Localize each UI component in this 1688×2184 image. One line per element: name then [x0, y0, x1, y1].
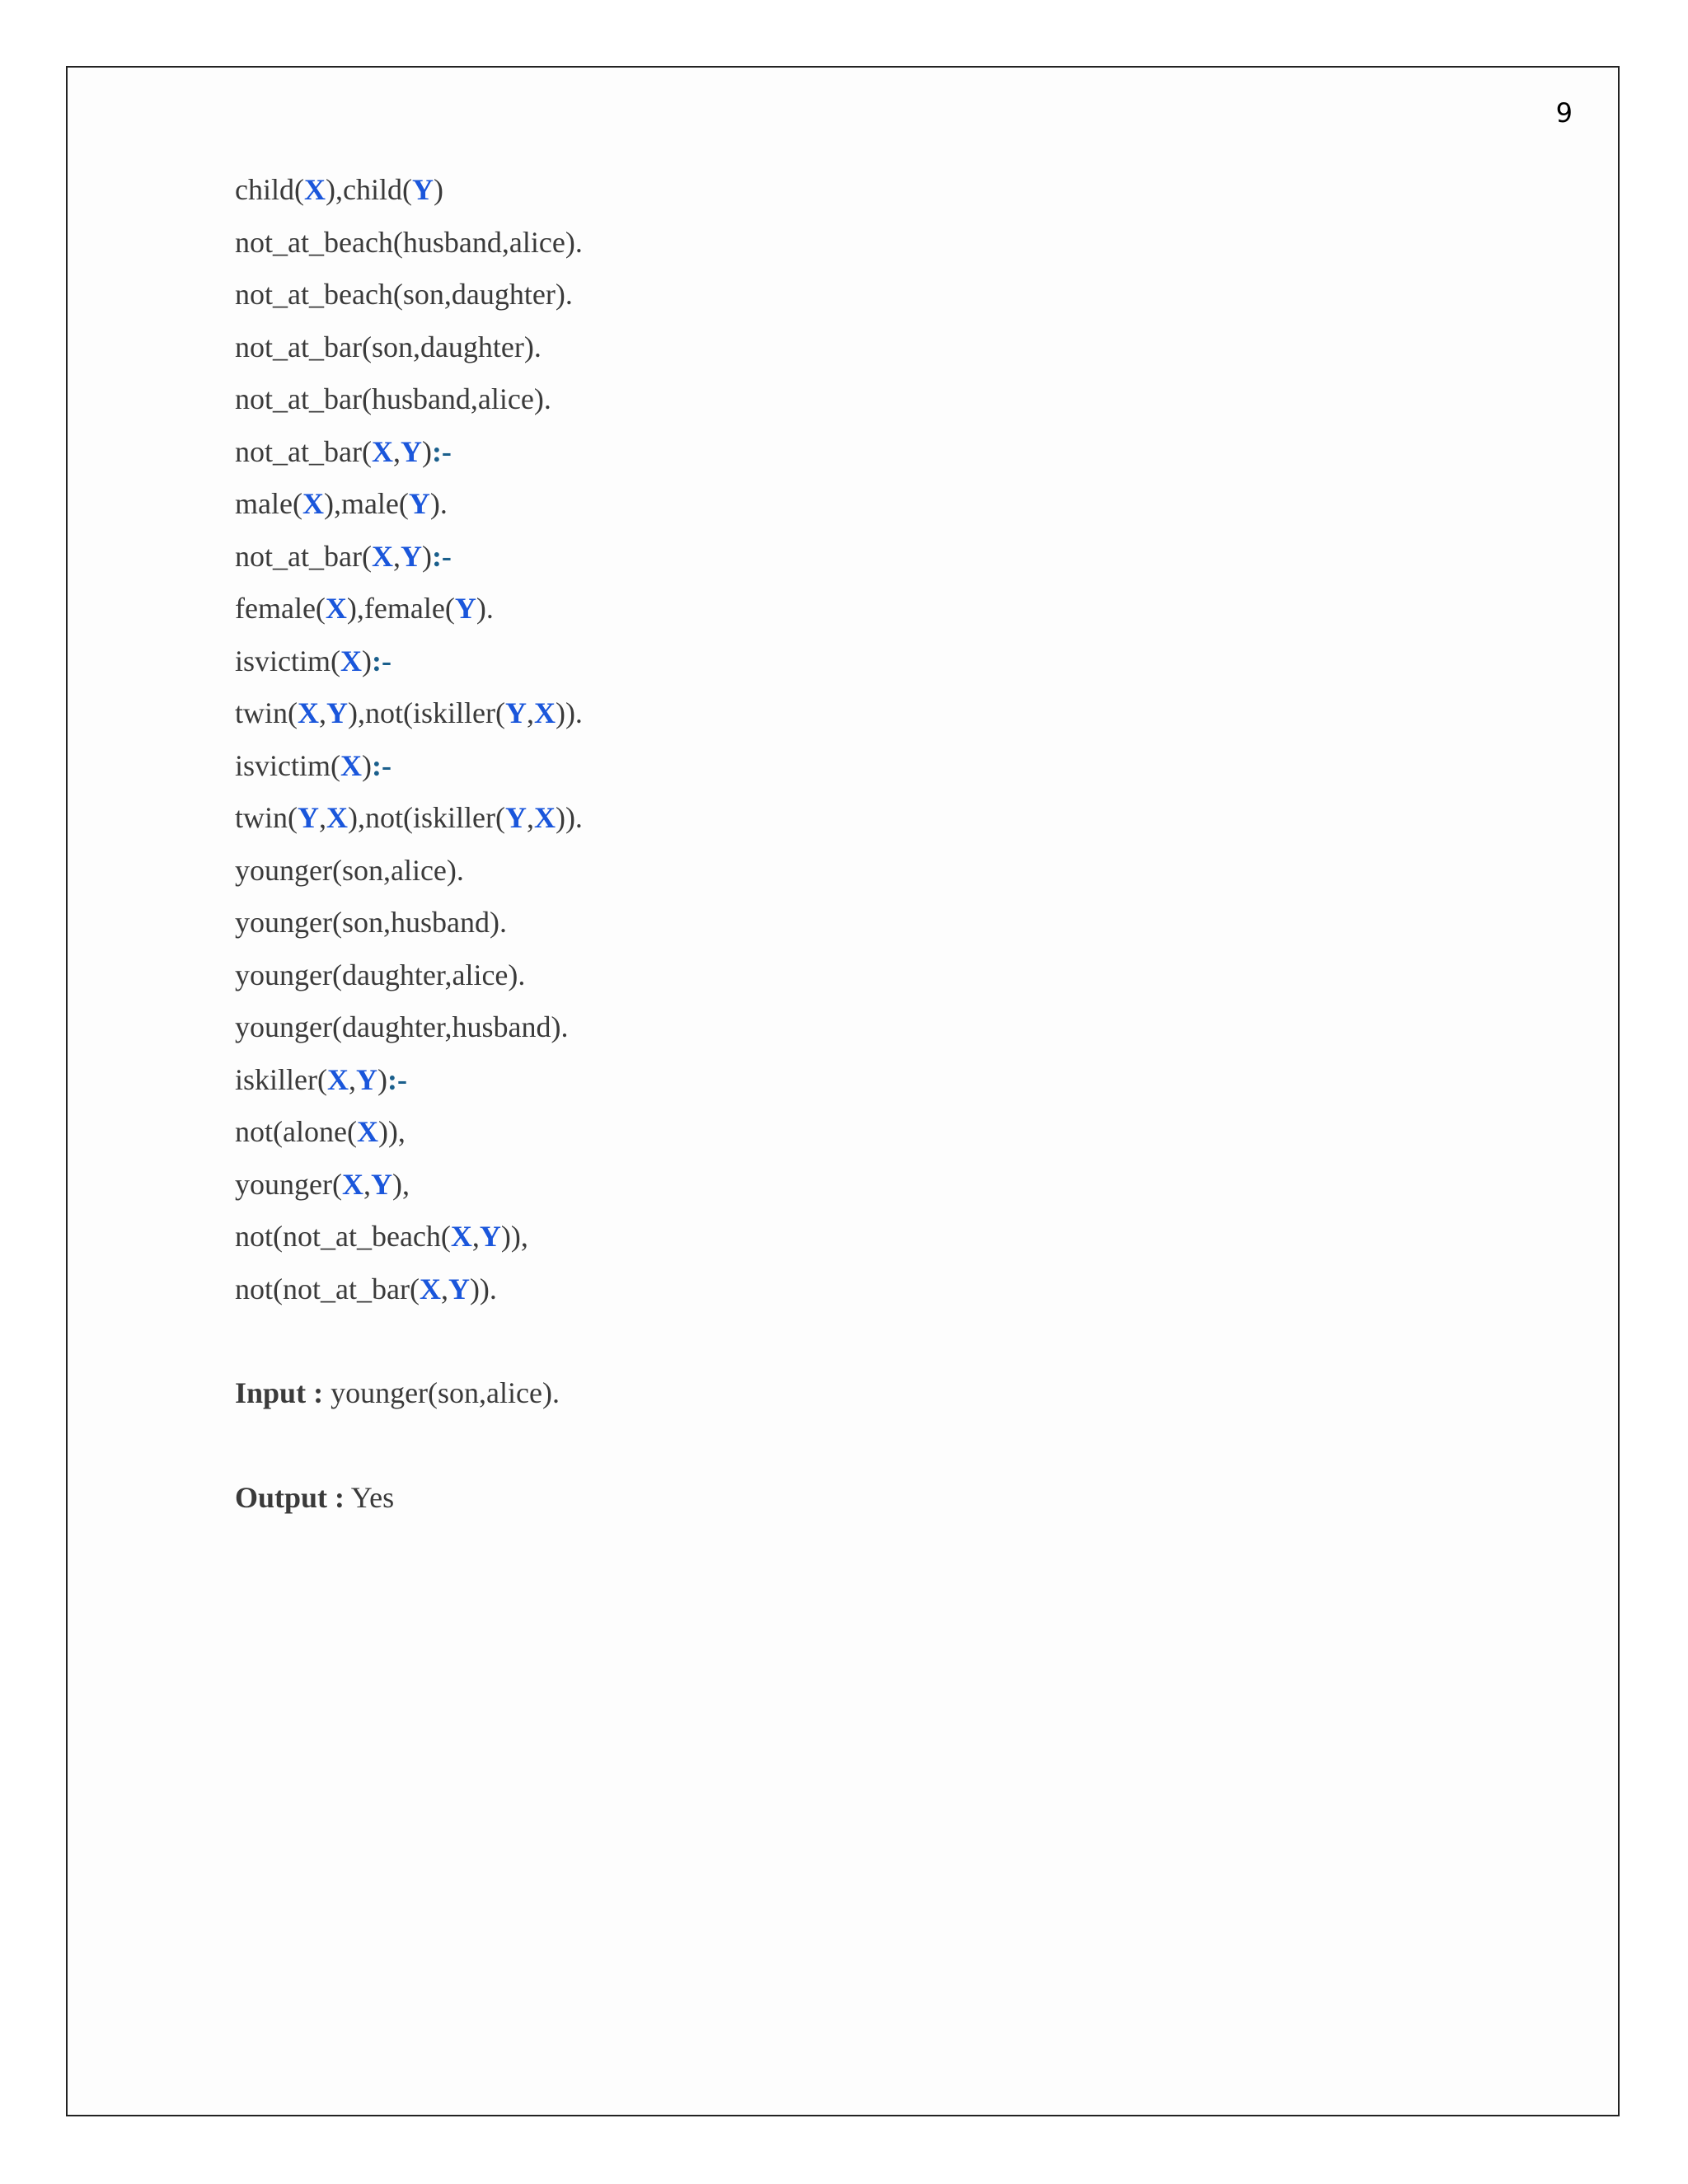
code-variable: X — [326, 801, 348, 834]
code-text: not_at_bar( — [235, 539, 372, 573]
input-line — [235, 1371, 560, 1415]
code-variable: Y — [504, 696, 527, 729]
code-line — [235, 1057, 583, 1110]
code-text: twin( — [235, 801, 298, 834]
code-text: not_at_beach(husband,alice). — [235, 225, 583, 259]
code-line — [235, 377, 583, 429]
code-variable: X — [340, 748, 362, 782]
code-line — [235, 1005, 583, 1057]
code-text: not_at_bar( — [235, 434, 372, 468]
code-line — [235, 1162, 583, 1215]
code-line — [235, 953, 583, 1005]
code-text: ),female( — [346, 592, 455, 625]
prolog-code-block — [235, 167, 583, 1319]
code-operator: :- — [431, 434, 452, 468]
code-variable: Y — [298, 801, 319, 834]
code-line — [235, 220, 583, 273]
code-text: younger( — [235, 1167, 342, 1201]
code-variable: Y — [448, 1272, 470, 1305]
code-text: not_at_beach(son,daughter). — [235, 278, 573, 311]
code-text: ),not(iskiller( — [348, 696, 505, 729]
code-variable: Y — [326, 696, 348, 729]
code-line — [235, 1109, 583, 1162]
code-text: ), — [392, 1167, 410, 1201]
code-operator: :- — [372, 644, 392, 677]
code-variable: X — [533, 801, 556, 834]
code-text: ),child( — [325, 173, 412, 206]
code-text: , — [392, 434, 401, 468]
code-line — [235, 534, 583, 587]
code-variable: X — [302, 487, 324, 520]
code-variable: X — [298, 696, 319, 729]
code-text: , — [471, 1220, 480, 1253]
code-text: younger(son,husband). — [235, 906, 507, 939]
page-number: 9 — [1555, 97, 1573, 129]
code-line — [235, 639, 583, 691]
output-line — [235, 1475, 394, 1520]
code-line — [235, 586, 583, 639]
code-line — [235, 481, 583, 534]
code-variable: X — [326, 1062, 349, 1096]
code-text: isvictim( — [235, 748, 340, 782]
code-text: )), — [377, 1115, 406, 1148]
code-text: ) — [362, 748, 372, 782]
code-text: not(alone( — [235, 1115, 357, 1148]
code-text: ) — [362, 644, 372, 677]
code-text: )). — [469, 1272, 497, 1305]
code-variable: Y — [400, 434, 422, 468]
code-operator: :- — [431, 539, 452, 573]
code-variable: Y — [370, 1167, 392, 1201]
code-text: ) — [421, 434, 432, 468]
code-text: not_at_bar(husband,alice). — [235, 382, 551, 415]
code-text: younger(son,alice). — [235, 853, 464, 887]
code-text: iskiller( — [235, 1062, 327, 1096]
code-line — [235, 900, 583, 953]
code-variable: Y — [504, 801, 527, 834]
code-variable: X — [340, 644, 362, 677]
code-text: ). — [429, 487, 448, 520]
code-text: , — [348, 1062, 356, 1096]
code-text: )). — [555, 696, 583, 729]
code-variable: X — [356, 1115, 378, 1148]
code-text: , — [440, 1272, 448, 1305]
code-text: , — [319, 696, 326, 729]
code-text: twin( — [235, 696, 298, 729]
code-operator: :- — [372, 748, 392, 782]
code-text: male( — [235, 487, 302, 520]
code-text: ). — [476, 592, 494, 625]
code-variable: Y — [411, 173, 434, 206]
code-variable: Y — [400, 539, 422, 573]
code-variable: Y — [454, 592, 476, 625]
code-line — [235, 429, 583, 482]
code-text: ),not(iskiller( — [348, 801, 505, 834]
code-text: not_at_bar(son,daughter). — [235, 330, 542, 363]
code-text: )). — [555, 801, 583, 834]
code-text: , — [319, 801, 326, 834]
code-text: child( — [235, 173, 304, 206]
code-text: isvictim( — [235, 644, 340, 677]
code-variable: X — [371, 539, 393, 573]
code-text: , — [392, 539, 401, 573]
code-line — [235, 743, 583, 796]
code-text: younger(daughter,alice). — [235, 958, 526, 991]
output-label: Output : — [235, 1481, 345, 1514]
code-text: ) — [421, 539, 432, 573]
code-line — [235, 167, 583, 220]
code-text: younger(daughter,husband). — [235, 1010, 569, 1043]
code-variable: X — [533, 696, 556, 729]
output-value: Yes — [345, 1481, 395, 1514]
code-variable: Y — [355, 1062, 377, 1096]
code-text: ) — [433, 173, 443, 206]
code-variable: X — [450, 1220, 472, 1253]
code-variable: X — [325, 592, 347, 625]
input-value: younger(son,alice). — [323, 1376, 560, 1409]
code-line — [235, 1267, 583, 1319]
code-line — [235, 325, 583, 377]
input-label: Input : — [235, 1376, 324, 1409]
code-variable: Y — [408, 487, 430, 520]
code-text: not(not_at_beach( — [235, 1220, 451, 1253]
code-text: )), — [500, 1220, 528, 1253]
code-text: ) — [377, 1062, 387, 1096]
code-text: , — [526, 696, 534, 729]
code-text: female( — [235, 592, 326, 625]
code-variable: X — [371, 434, 393, 468]
code-line — [235, 848, 583, 901]
code-line — [235, 1214, 583, 1267]
code-text: ),male( — [323, 487, 409, 520]
code-variable: X — [341, 1167, 363, 1201]
code-text: , — [363, 1167, 371, 1201]
code-variable: X — [303, 173, 326, 206]
code-variable: Y — [479, 1220, 501, 1253]
code-line — [235, 795, 583, 848]
code-operator: :- — [387, 1062, 407, 1096]
code-text: , — [526, 801, 534, 834]
code-line — [235, 272, 583, 325]
code-text: not(not_at_bar( — [235, 1272, 420, 1305]
code-variable: X — [419, 1272, 441, 1305]
code-line — [235, 691, 583, 743]
